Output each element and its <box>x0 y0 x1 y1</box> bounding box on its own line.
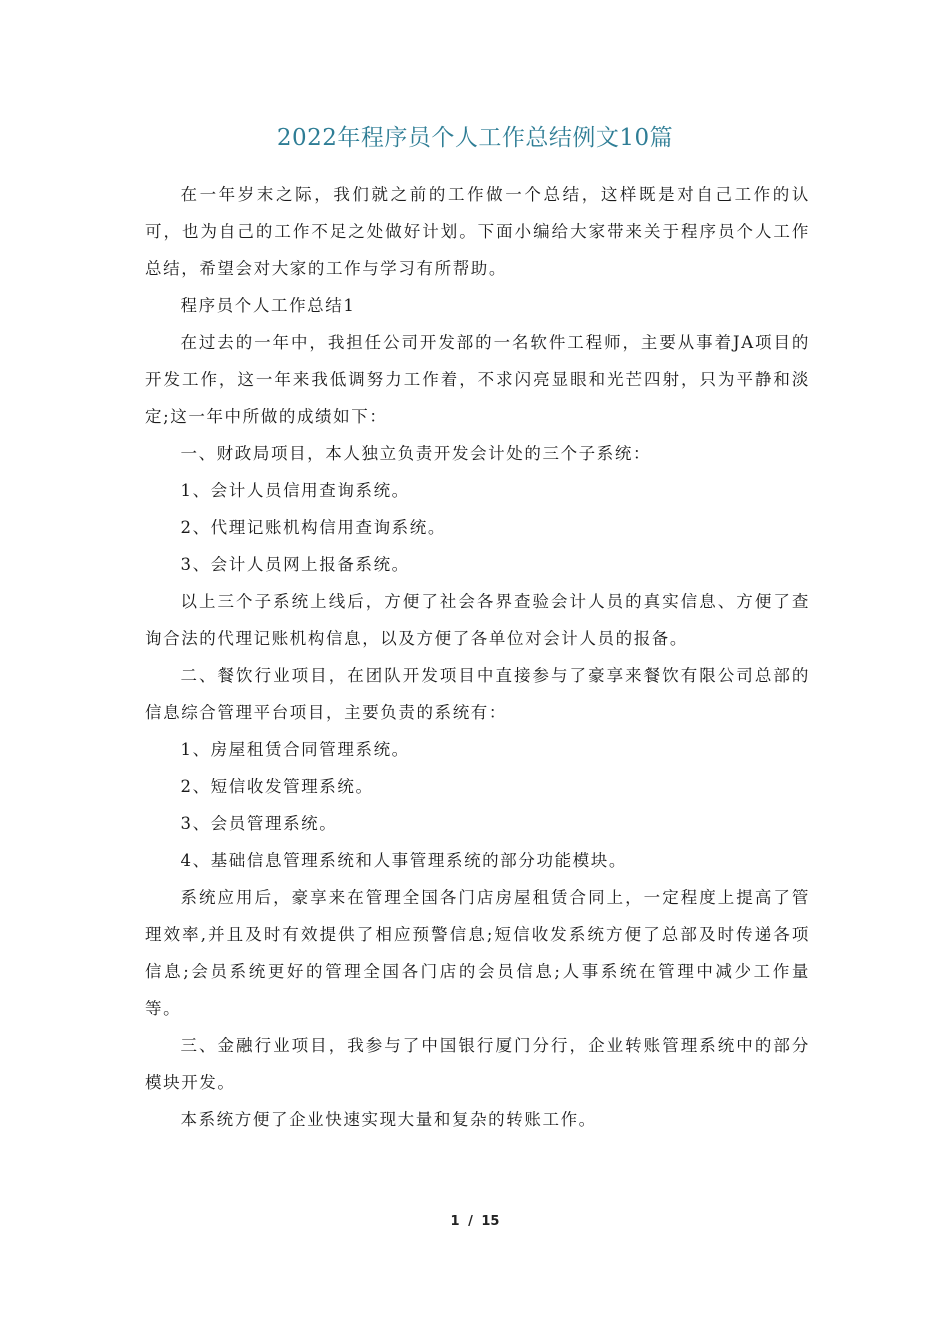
list-item: 2、短信收发管理系统。 <box>180 777 374 796</box>
section-heading: 程序员个人工作总结1 <box>180 296 356 315</box>
intro-paragraph: 在一年岁末之际，我们就之前的工作做一个总结，这样既是对自己工作的认可，也为自己的工作不足之处做好计划。下面小编给大家带来关于程序员个人工作总结，希望会对大家的工作与学习有所帮助。 <box>145 185 810 278</box>
paragraph: 本系统方便了企业快速实现大量和复杂的转账工作。 <box>180 1110 597 1129</box>
list-item: 2、代理记账机构信用查询系统。 <box>180 518 446 537</box>
list-item: 1、会计人员信用查询系统。 <box>180 481 410 500</box>
document-title: 2022年程序员个人工作总结例文10篇 <box>276 125 674 151</box>
project-heading: 三、金融行业项目，我参与了中国银行厦门分行，企业转账管理系统中的部分模块开发。 <box>145 1036 810 1092</box>
project-heading: 一、财政局项目，本人独立负责开发会计处的三个子系统： <box>180 444 652 463</box>
project-heading: 二、餐饮行业项目，在团队开发项目中直接参与了豪享来餐饮有限公司总部的信息综合管理平台项目，主要负责的系统有： <box>145 666 810 722</box>
list-item: 3、会计人员网上报备系统。 <box>180 555 410 574</box>
list-item: 1、房屋租赁合同管理系统。 <box>180 740 410 759</box>
paragraph: 以上三个子系统上线后，方便了社会各界查验会计人员的真实信息、方便了查询合法的代理记账机构信息，以及方便了各单位对会计人员的报备。 <box>145 592 810 648</box>
list-item: 4、基础信息管理系统和人事管理系统的部分功能模块。 <box>180 851 627 870</box>
paragraph: 系统应用后，豪享来在管理全国各门店房屋租赁合同上，一定程度上提高了管理效率,并且及时有效提供了相应预警信息;短信收发系统方便了总部及时传递各项信息;会员系统更好的管理全国各门店的会员信息;人事系统在管理中减少工作量等。 <box>145 888 810 1018</box>
page-number: 1 / 15 <box>450 1214 500 1229</box>
paragraph: 在过去的一年中，我担任公司开发部的一名软件工程师，主要从事着JA项目的开发工作，这一年来我低调努力工作着，不求闪亮显眼和光芒四射，只为平静和淡定;这一年中所做的成绩如下： <box>145 333 810 426</box>
list-item: 3、会员管理系统。 <box>180 814 338 833</box>
document-body <box>145 176 810 1138</box>
